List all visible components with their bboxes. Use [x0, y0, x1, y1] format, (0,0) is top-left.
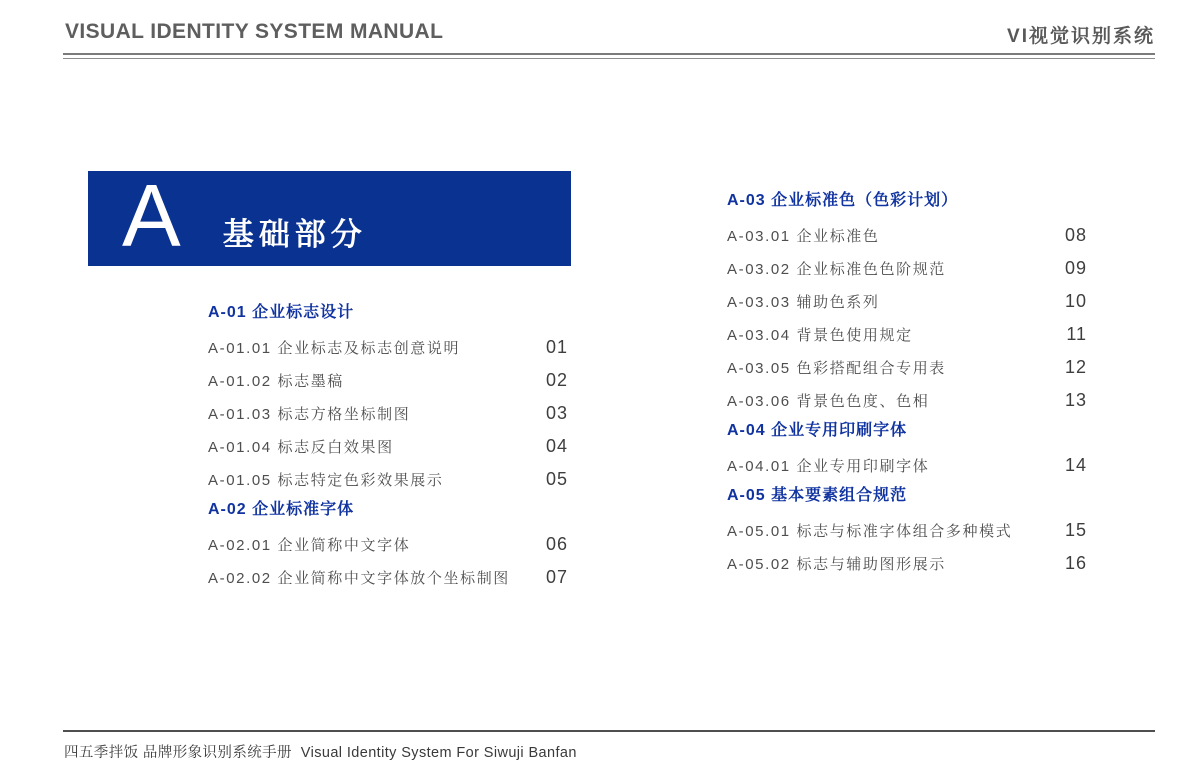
toc-item-page: 05: [545, 469, 568, 489]
section-heading: A-02 企业标准字体: [208, 501, 355, 518]
toc-item-label: A-03.02 企业标准色色阶规范: [727, 261, 946, 278]
toc-item-page: 12: [1064, 357, 1087, 377]
toc-item-label: A-03.03 辅助色系列: [727, 294, 880, 311]
section-heading: A-03 企业标准色（色彩计划）: [727, 192, 959, 209]
toc-item-label: A-03.04 背景色使用规定: [727, 327, 913, 344]
toc-item-label: A-05.02 标志与辅助图形展示: [727, 556, 946, 573]
toc-item-label: A-02.01 企业简称中文字体: [208, 537, 411, 554]
toc-item: [208, 469, 568, 489]
toc-item-label: A-01.02 标志墨稿: [208, 373, 344, 390]
toc-item-page: 09: [1064, 258, 1087, 278]
toc-item-page: 01: [545, 337, 568, 357]
toc-item: [727, 225, 1087, 245]
header-divider: [63, 53, 1155, 59]
toc-item-page: 14: [1064, 455, 1087, 475]
toc-item-page: 10: [1064, 291, 1087, 311]
toc-item: [727, 390, 1087, 410]
toc-item-label: A-01.05 标志特定色彩效果展示: [208, 472, 444, 489]
toc-item-page: 13: [1064, 390, 1087, 410]
toc-item: [727, 357, 1087, 377]
toc-section-a05: [727, 488, 1087, 573]
footer-divider: [63, 730, 1155, 732]
toc-column-left: [208, 305, 568, 600]
toc-item-page: 06: [545, 534, 568, 554]
toc-item-page: 07: [545, 567, 568, 587]
section-banner: [88, 165, 571, 266]
toc-item-page: 03: [545, 403, 568, 423]
footer-brand-text: 四五季拌饭 品牌形象识别系统手册 Visual Identity System For Siwuji Banfan: [64, 745, 577, 761]
toc-item-page: 08: [1064, 225, 1087, 245]
toc-item: [727, 553, 1087, 573]
section-heading: A-04 企业专用印刷字体: [727, 422, 908, 439]
toc-item: [208, 337, 568, 357]
section-title: 基础部分: [222, 217, 367, 252]
toc-item: [208, 370, 568, 390]
manual-title-chinese: VI视觉识别系统: [1007, 26, 1155, 47]
section-letter: A: [122, 165, 181, 265]
toc-item-page: 11: [1066, 324, 1087, 344]
section-heading: A-01 企业标志设计: [208, 304, 355, 321]
toc-item-page: 02: [545, 370, 568, 390]
toc-item: [727, 520, 1087, 540]
toc-item-label: A-01.01 企业标志及标志创意说明: [208, 340, 461, 357]
toc-item-label: A-03.01 企业标准色: [727, 228, 880, 245]
toc-item-label: A-03.06 背景色色度、色相: [727, 393, 930, 410]
toc-item-label: A-01.04 标志反白效果图: [208, 439, 394, 456]
toc-item-label: A-03.05 色彩搭配组合专用表: [727, 360, 946, 377]
toc-item: [208, 567, 568, 587]
toc-column-right: [727, 193, 1087, 586]
toc-item-page: 16: [1064, 553, 1087, 573]
toc-item-label: A-01.03 标志方格坐标制图: [208, 406, 411, 423]
toc-section-a04: [727, 423, 1087, 475]
toc-item: [727, 455, 1087, 475]
toc-item-label: A-05.01 标志与标准字体组合多种模式: [727, 523, 1013, 540]
toc-section-a03: [727, 193, 1087, 410]
toc-item: [208, 436, 568, 456]
toc-item: [727, 324, 1087, 344]
toc-item: [208, 403, 568, 423]
manual-title-english: VISUAL IDENTITY SYSTEM MANUAL: [65, 20, 444, 43]
toc-item: [208, 534, 568, 554]
toc-item-page: 15: [1064, 520, 1087, 540]
toc-section-a02: [208, 502, 568, 587]
toc-section-a01: [208, 305, 568, 489]
toc-item: [727, 291, 1087, 311]
toc-item: [727, 258, 1087, 278]
toc-item-label: A-04.01 企业专用印刷字体: [727, 458, 930, 475]
section-heading: A-05 基本要素组合规范: [727, 487, 908, 504]
toc-item-page: 04: [545, 436, 568, 456]
toc-item-label: A-02.02 企业简称中文字体放个坐标制图: [208, 570, 510, 587]
